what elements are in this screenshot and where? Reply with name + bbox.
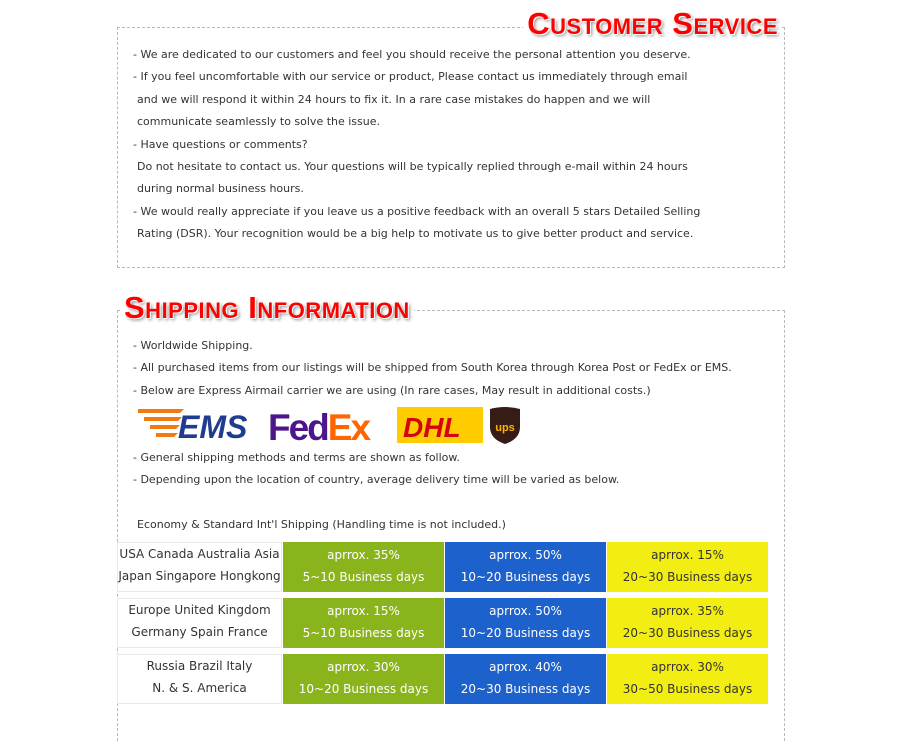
green-percent: aprrox. 30%	[327, 660, 400, 674]
ups-logo	[488, 405, 522, 445]
region-cell	[117, 542, 282, 592]
yellow-cell	[607, 654, 768, 704]
yellow-cell	[607, 598, 768, 648]
cs-line-4: communicate seamlessly to solve the issue.	[137, 115, 381, 128]
green-days: 10~20 Business days	[298, 682, 429, 696]
green-cell	[283, 654, 444, 704]
table-row	[117, 654, 770, 704]
ship-line-5: - Depending upon the location of country, average delivery time will be varied as below.	[133, 473, 620, 486]
ship-line-4: - General shipping methods and terms are shown as follow.	[133, 451, 460, 464]
region-line-1: Europe United Kingdom	[128, 603, 271, 617]
blue-days: 20~30 Business days	[460, 682, 591, 696]
region-line-1: USA Canada Australia Asia	[119, 547, 280, 561]
region-cell	[117, 654, 282, 704]
cs-line-3: and we will respond it within 24 hours to fix it. In a rare case mistakes do happen and we will	[137, 93, 651, 106]
cs-line-7: during normal business hours.	[137, 182, 304, 195]
table-row	[117, 542, 770, 592]
fedex-logo-text: FedEx	[268, 407, 370, 445]
ship-line-2: - All purchased items from our listings will be shipped from South Korea through Korea Post or FedEx or EMS.	[133, 361, 732, 374]
yellow-cell	[607, 542, 768, 592]
yellow-days: 20~30 Business days	[622, 570, 753, 584]
shipping-information-title: Shipping Information	[120, 292, 414, 323]
ups-logo-text: ups	[495, 422, 515, 434]
region-line-2: Germany Spain France	[131, 625, 268, 639]
dhl-logo	[397, 405, 483, 445]
region-cell	[117, 598, 282, 648]
fedex-logo	[268, 405, 390, 445]
table-row	[117, 598, 770, 648]
blue-cell	[445, 654, 606, 704]
green-cell	[283, 598, 444, 648]
blue-days: 10~20 Business days	[460, 570, 591, 584]
cs-line-5: - Have questions or comments?	[133, 138, 308, 151]
cs-line-1: - We are dedicated to our customers and feel you should receive the personal attention you deserve.	[133, 48, 691, 61]
green-cell	[283, 542, 444, 592]
shipping-table-title: Economy & Standard Int'l Shipping (Handling time is not included.)	[137, 518, 506, 531]
ship-line-1: - Worldwide Shipping.	[133, 339, 253, 352]
yellow-percent: aprrox. 15%	[651, 548, 724, 562]
customer-service-title: Customer Service	[523, 8, 782, 39]
green-percent: aprrox. 35%	[327, 548, 400, 562]
cs-line-9: Rating (DSR). Your recognition would be a big help to motivate us to give better product and service.	[137, 227, 694, 240]
cs-line-2: - If you feel uncomfortable with our service or product, Please contact us immediately through email	[133, 70, 688, 83]
green-days: 5~10 Business days	[302, 626, 425, 640]
ems-logo	[138, 405, 262, 445]
ship-line-3: - Below are Express Airmail carrier we are using (In rare cases, May result in additional costs.)	[133, 384, 651, 397]
ems-logo-text: EMS	[178, 409, 248, 445]
blue-cell	[445, 542, 606, 592]
blue-days: 10~20 Business days	[460, 626, 591, 640]
yellow-days: 20~30 Business days	[622, 626, 753, 640]
region-line-2: Japan Singapore Hongkong	[118, 569, 281, 583]
blue-percent: aprrox. 50%	[489, 604, 562, 618]
green-days: 5~10 Business days	[302, 570, 425, 584]
green-percent: aprrox. 15%	[327, 604, 400, 618]
dhl-logo-text: DHL	[403, 412, 461, 443]
cs-line-6: Do not hesitate to contact us. Your questions will be typically replied through e-mail within 24 hours	[137, 160, 688, 173]
cs-line-8: - We would really appreciate if you leave us a positive feedback with an overall 5 stars Detailed Selling	[133, 205, 701, 218]
yellow-percent: aprrox. 30%	[651, 660, 724, 674]
blue-percent: aprrox. 50%	[489, 548, 562, 562]
region-line-1: Russia Brazil Italy	[146, 659, 253, 673]
yellow-days: 30~50 Business days	[622, 682, 753, 696]
yellow-percent: aprrox. 35%	[651, 604, 724, 618]
region-line-2: N. & S. America	[152, 681, 247, 695]
blue-percent: aprrox. 40%	[489, 660, 562, 674]
blue-cell	[445, 598, 606, 648]
